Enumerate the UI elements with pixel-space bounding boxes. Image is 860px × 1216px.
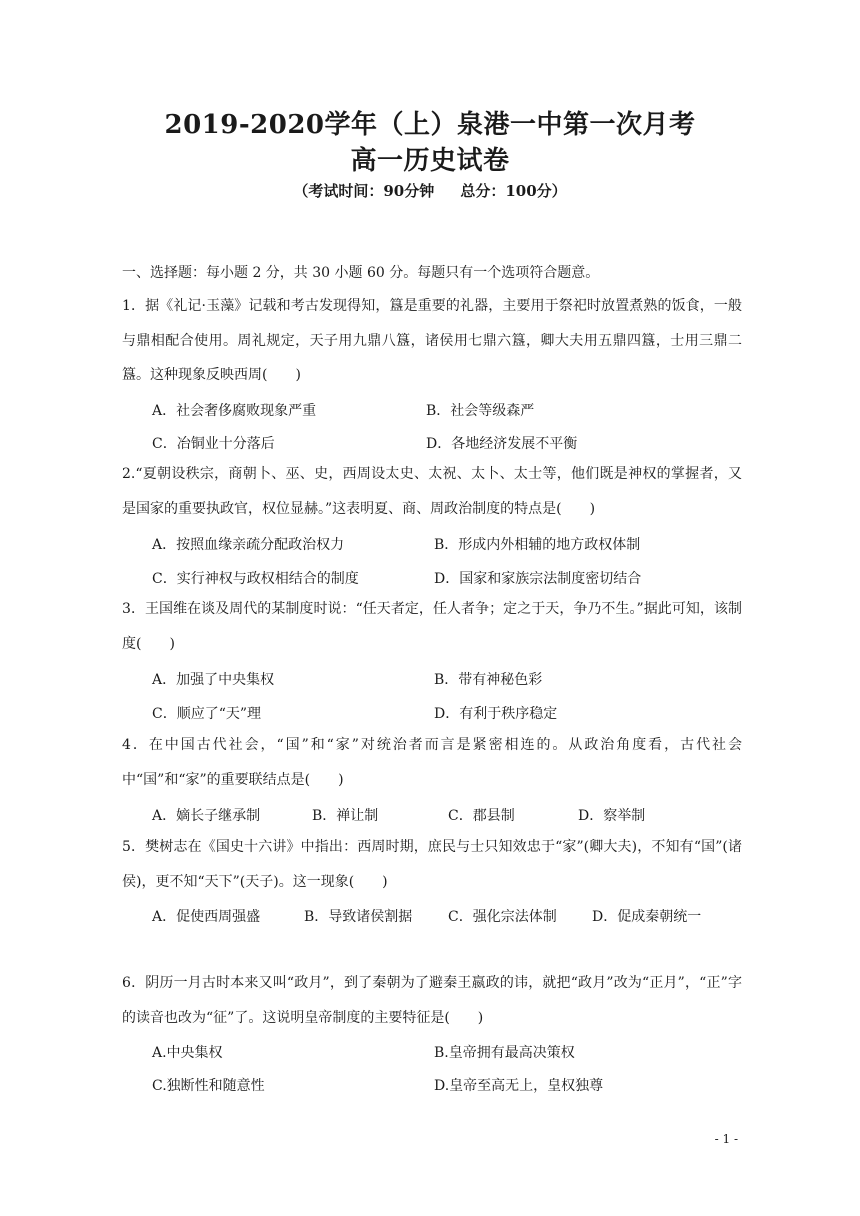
- question-3-stem: 3．王国维在谈及周代的某制度时说：“任天者定，任人者争；定之于天，争乃不生。”据此可知，该制度( ): [122, 601, 742, 652]
- question-6-option-a: A.中央集权: [152, 1045, 223, 1061]
- question-4-option-b: B．禅让制: [312, 808, 379, 824]
- question-6-option-d: D.皇帝至高无上，皇权独尊: [434, 1078, 604, 1094]
- section-heading: 一、选择题：每小题 2 分，共 30 小题 60 分。每题只有一个选项符合题意。: [122, 265, 600, 281]
- question-4-stem: 4．在中国古代社会，“国”和“家”对统治者而言是紧密相连的。从政治角度看，古代社会中“国”和“家”的重要联结点是( ): [122, 737, 742, 788]
- question-1-option-a: A．社会奢侈腐败现象严重: [152, 403, 317, 419]
- question-5-stem: 5．樊树志在《国史十六讲》中指出：西周时期，庶民与士只知效忠于“家”(卿大夫)，不知有“国”(诸侯)，更不知“天下”(天子)。这一现象( ): [122, 839, 742, 890]
- question-1-option-c: C．冶铜业十分落后: [152, 436, 275, 452]
- question-2-option-c: C．实行神权与政权相结合的制度: [152, 571, 359, 587]
- question-5-option-d: D．促成秦朝统一: [592, 909, 702, 925]
- question-5-option-c: C．强化宗法体制: [448, 909, 557, 925]
- question-4-option-a: A．嫡长子继承制: [152, 808, 261, 824]
- exam-info: （考试时间：90分钟 总分：100分）: [293, 182, 567, 200]
- question-1-option-d: D．各地经济发展不平衡: [426, 436, 578, 452]
- question-4-option-d: D．察举制: [578, 808, 646, 824]
- question-3-option-b: B．带有神秘色彩: [434, 672, 543, 688]
- question-1-option-b: B．社会等级森严: [426, 403, 535, 419]
- question-1-stem: 1．据《礼记·玉藻》记载和考古发现得知，簋是重要的礼器，主要用于祭祀时放置煮熟的饭食，一般与鼎相配合使用。周礼规定，天子用九鼎八簋，诸侯用七鼎六簋，卿大夫用五鼎四簋，士用三鼎二簋。这种现象反映西周( ): [122, 298, 742, 383]
- question-5-option-a: A．促使西周强盛: [152, 909, 261, 925]
- question-6-option-b: B.皇帝拥有最高决策权: [434, 1045, 575, 1061]
- question-4-option-c: C．郡县制: [448, 808, 515, 824]
- question-2-option-d: D．国家和家族宗法制度密切结合: [434, 571, 642, 587]
- question-3-option-a: A．加强了中央集权: [152, 672, 275, 688]
- question-2-stem: 2.“夏朝设秩宗，商朝卜、巫、史，西周设太史、太祝、太卜、太士等，他们既是神权的掌握者，又是国家的重要执政官，权位显赫。”这表明夏、商、周政治制度的特点是( ): [122, 466, 742, 517]
- question-6-stem: 6．阴历一月古时本来又叫“政月”，到了秦朝为了避秦王嬴政的讳，就把“政月”改为“正月”，“正”字的读音也改为“征”了。这说明皇帝制度的主要特征是( ): [122, 975, 742, 1026]
- exam-subject-title: 高一历史试卷: [350, 146, 510, 176]
- page-number: - 1 -: [714, 1132, 738, 1146]
- question-6-option-c: C.独断性和随意性: [152, 1078, 265, 1094]
- question-2-option-b: B．形成内外相辅的地方政权体制: [434, 537, 641, 553]
- question-5-option-b: B．导致诸侯割据: [304, 909, 413, 925]
- question-3-option-d: D．有利于秩序稳定: [434, 706, 558, 722]
- question-3-option-c: C．顺应了“天”理: [152, 706, 262, 722]
- exam-title: 2019-2020学年（上）泉港一中第一次月考: [164, 110, 696, 140]
- question-2-option-a: A．按照血缘亲疏分配政治权力: [152, 537, 345, 553]
